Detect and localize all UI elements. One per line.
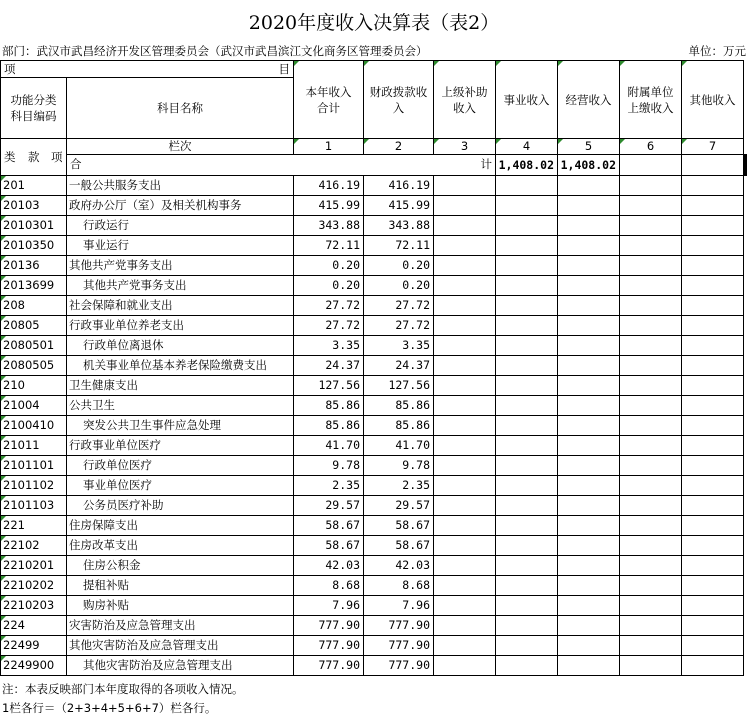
empty-value-cell [496, 476, 558, 496]
empty-value-cell [682, 276, 744, 296]
empty-value-cell [434, 296, 496, 316]
empty-value-cell [620, 196, 682, 216]
table-row [1, 296, 747, 316]
empty-value-cell [620, 296, 682, 316]
empty-value-cell [496, 336, 558, 356]
total-income-value: 29.57 [294, 496, 364, 516]
empty-value-cell [496, 256, 558, 276]
fiscal-appropriation-value: 58.67 [364, 536, 434, 556]
empty-value-cell [620, 336, 682, 356]
empty-value-cell [496, 576, 558, 596]
subject-name: 住房保障支出 [67, 516, 294, 536]
fiscal-appropriation-value: 42.03 [364, 556, 434, 576]
table-row [1, 356, 747, 376]
empty-value-cell [496, 216, 558, 236]
col-num-3: 3 [434, 139, 496, 155]
empty-value-cell [434, 336, 496, 356]
lanci-label: 栏次 [67, 139, 294, 155]
func-code-header: 功能分类 科目编码 [1, 78, 67, 139]
header-row-top [1, 61, 747, 78]
empty-value-cell [496, 416, 558, 436]
department-label: 部门：武汉市武昌经济开发区管理委员会（武汉市武昌滨江文化商务区管理委员会） [2, 44, 428, 58]
fiscal-appropriation-value: 416.19 [364, 176, 434, 196]
total-income-value: 416.19 [294, 176, 364, 196]
empty-value-cell [558, 616, 620, 636]
empty-value-cell [558, 536, 620, 556]
note-line-2: 1栏各行＝（2+3+4+5+6+7）栏各行。 [2, 701, 217, 715]
empty-value-cell [434, 656, 496, 676]
subject-code: 20136 [1, 256, 67, 276]
subject-name: 政府办公厅（室）及相关机构事务 [67, 196, 294, 216]
subject-code: 210 [1, 376, 67, 396]
fiscal-appropriation-value: 343.88 [364, 216, 434, 236]
empty-value-cell [558, 556, 620, 576]
empty-value-cell [434, 416, 496, 436]
fiscal-appropriation-value: 27.72 [364, 316, 434, 336]
total-income-value: 415.99 [294, 196, 364, 216]
table-row [1, 656, 747, 676]
subject-code: 2010301 [1, 216, 67, 236]
subject-code: 22499 [1, 636, 67, 656]
total-income-value: 27.72 [294, 296, 364, 316]
empty-value-cell [682, 516, 744, 536]
note-line-1: 注：本表反映部门本年度取得的各项收入情况。 [2, 682, 244, 696]
table-row [1, 636, 747, 656]
subject-code: 2080501 [1, 336, 67, 356]
empty-value-cell [682, 476, 744, 496]
total-income-value: 0.20 [294, 256, 364, 276]
subject-code: 2210202 [1, 576, 67, 596]
empty-value-cell [620, 276, 682, 296]
fiscal-appropriation-value: 85.86 [364, 396, 434, 416]
subject-code: 21004 [1, 396, 67, 416]
subject-name: 事业运行 [67, 236, 294, 256]
total-value-2: 1,408.02 [558, 155, 620, 176]
subject-name: 住房公积金 [67, 556, 294, 576]
table-row [1, 416, 747, 436]
empty-value-cell [682, 416, 744, 436]
table-row [1, 476, 747, 496]
empty-value-cell [620, 636, 682, 656]
fiscal-appropriation-value: 29.57 [364, 496, 434, 516]
total-income-value: 777.90 [294, 636, 364, 656]
subject-code: 221 [1, 516, 67, 536]
empty-value-cell [496, 396, 558, 416]
lei-label: 类 [4, 150, 16, 164]
total-label-cell [67, 155, 496, 176]
empty-value-cell [558, 396, 620, 416]
subject-name: 其他共产党事务支出 [67, 256, 294, 276]
subject-name: 其他灾害防治及应急管理支出 [67, 636, 294, 656]
fiscal-appropriation-value: 41.70 [364, 436, 434, 456]
empty-value-cell [682, 556, 744, 576]
table-row [1, 396, 747, 416]
empty-value-cell [496, 296, 558, 316]
empty-value-cell [558, 636, 620, 656]
table-row [1, 536, 747, 556]
table-title: 2020年度收入决算表（表2） [248, 12, 500, 34]
empty-value-cell [558, 456, 620, 476]
subject-name: 社会保障和就业支出 [67, 296, 294, 316]
fiscal-appropriation-value: 2.35 [364, 476, 434, 496]
col-num-2: 2 [364, 139, 434, 155]
table-row [1, 436, 747, 456]
total-income-value: 58.67 [294, 516, 364, 536]
total-label-left: 合 [70, 157, 82, 172]
empty-value-cell [496, 436, 558, 456]
subject-code: 20805 [1, 316, 67, 336]
empty-value-cell [620, 416, 682, 436]
subject-code: 224 [1, 616, 67, 636]
table-row [1, 236, 747, 256]
empty-value-cell [558, 316, 620, 336]
subject-name: 行政单位离退休 [67, 336, 294, 356]
fiscal-appropriation-value: 777.90 [364, 616, 434, 636]
total-income-value: 8.68 [294, 576, 364, 596]
total-value-1: 1,408.02 [496, 155, 558, 176]
table-row [1, 336, 747, 356]
empty-value-cell [558, 436, 620, 456]
kuan-label: 款 [28, 150, 40, 164]
table-row [1, 616, 747, 636]
empty-value-cell [620, 316, 682, 336]
total-value-4 [682, 155, 744, 176]
table-row [1, 316, 747, 336]
subject-name: 卫生健康支出 [67, 376, 294, 396]
subject-code: 201 [1, 176, 67, 196]
empty-value-cell [620, 216, 682, 236]
empty-value-cell [682, 176, 744, 196]
subject-name: 行政事业单位养老支出 [67, 316, 294, 336]
empty-value-cell [558, 516, 620, 536]
subject-name: 住房改革支出 [67, 536, 294, 556]
fiscal-appropriation-value: 3.35 [364, 336, 434, 356]
table-row [1, 516, 747, 536]
empty-value-cell [682, 456, 744, 476]
subject-name: 购房补贴 [67, 596, 294, 616]
empty-value-cell [682, 196, 744, 216]
empty-value-cell [496, 556, 558, 576]
empty-value-cell [558, 656, 620, 676]
subject-name: 行政单位医疗 [67, 456, 294, 476]
empty-value-cell [682, 436, 744, 456]
empty-value-cell [496, 276, 558, 296]
table-row [1, 216, 747, 236]
empty-value-cell [496, 656, 558, 676]
total-income-value: 3.35 [294, 336, 364, 356]
empty-value-cell [620, 596, 682, 616]
empty-value-cell [620, 656, 682, 676]
empty-value-cell [434, 476, 496, 496]
fiscal-appropriation-value: 0.20 [364, 276, 434, 296]
empty-value-cell [434, 376, 496, 396]
empty-value-cell [434, 396, 496, 416]
subject-code: 2010350 [1, 236, 67, 256]
col-header-2: 财政拨款收 入 [364, 61, 434, 139]
empty-value-cell [558, 376, 620, 396]
empty-value-cell [620, 396, 682, 416]
empty-value-cell [434, 576, 496, 596]
subject-name: 机关事业单位基本养老保险缴费支出 [67, 356, 294, 376]
empty-value-cell [558, 176, 620, 196]
subject-code: 2101103 [1, 496, 67, 516]
empty-value-cell [558, 476, 620, 496]
empty-value-cell [496, 316, 558, 336]
empty-value-cell [496, 176, 558, 196]
col-num-4: 4 [496, 139, 558, 155]
total-income-value: 85.86 [294, 416, 364, 436]
empty-value-cell [434, 516, 496, 536]
col-header-4: 事业收入 [496, 61, 558, 139]
empty-value-cell [496, 376, 558, 396]
empty-value-cell [434, 276, 496, 296]
subject-code: 2100410 [1, 416, 67, 436]
empty-value-cell [434, 636, 496, 656]
total-income-value: 777.90 [294, 656, 364, 676]
total-value-7 [746, 155, 747, 176]
empty-value-cell [434, 456, 496, 476]
empty-value-cell [558, 236, 620, 256]
subject-name: 其他共产党事务支出 [67, 276, 294, 296]
empty-value-cell [620, 616, 682, 636]
subject-code: 2080505 [1, 356, 67, 376]
total-income-value: 0.20 [294, 276, 364, 296]
fiscal-appropriation-value: 127.56 [364, 376, 434, 396]
empty-value-cell [620, 496, 682, 516]
subject-code: 2101101 [1, 456, 67, 476]
empty-value-cell [558, 596, 620, 616]
empty-value-cell [496, 596, 558, 616]
lei-kuan-xiang-cell [1, 139, 67, 176]
empty-value-cell [682, 236, 744, 256]
empty-value-cell [496, 616, 558, 636]
empty-value-cell [496, 636, 558, 656]
empty-value-cell [558, 276, 620, 296]
unit-label: 单位：万元 [688, 44, 746, 58]
total-income-value: 343.88 [294, 216, 364, 236]
subject-name: 其他灾害防治及应急管理支出 [67, 656, 294, 676]
table-row [1, 276, 747, 296]
subject-name: 一般公共服务支出 [67, 176, 294, 196]
total-label-right: 计 [480, 157, 492, 172]
col-header-6: 附属单位 上缴收入 [620, 61, 682, 139]
empty-value-cell [682, 216, 744, 236]
empty-value-cell [682, 496, 744, 516]
empty-value-cell [682, 376, 744, 396]
table-row [1, 196, 747, 216]
empty-value-cell [620, 536, 682, 556]
fiscal-appropriation-value: 0.20 [364, 256, 434, 276]
empty-value-cell [682, 596, 744, 616]
empty-value-cell [682, 336, 744, 356]
table-row [1, 456, 747, 476]
total-income-value: 41.70 [294, 436, 364, 456]
empty-value-cell [558, 356, 620, 376]
empty-value-cell [434, 536, 496, 556]
table-row [1, 376, 747, 396]
empty-value-cell [620, 576, 682, 596]
subject-name: 突发公共卫生事件应急处理 [67, 416, 294, 436]
empty-value-cell [620, 256, 682, 276]
empty-value-cell [434, 436, 496, 456]
empty-value-cell [682, 256, 744, 276]
total-income-value: 7.96 [294, 596, 364, 616]
fiscal-appropriation-value: 8.68 [364, 576, 434, 596]
empty-value-cell [620, 356, 682, 376]
subject-code: 208 [1, 296, 67, 316]
fiscal-appropriation-value: 85.86 [364, 416, 434, 436]
xiang-mu-cell [1, 61, 294, 78]
subject-code: 2013699 [1, 276, 67, 296]
col-header-1: 本年收入 合计 [294, 61, 364, 139]
col-header-5: 经营收入 [558, 61, 620, 139]
fiscal-appropriation-value: 9.78 [364, 456, 434, 476]
empty-value-cell [434, 196, 496, 216]
col-num-5: 5 [558, 139, 620, 155]
table-row [1, 596, 747, 616]
fiscal-appropriation-value: 777.90 [364, 656, 434, 676]
subject-name: 提租补贴 [67, 576, 294, 596]
empty-value-cell [434, 596, 496, 616]
empty-value-cell [558, 296, 620, 316]
subject-code: 2249900 [1, 656, 67, 676]
subject-name: 行政运行 [67, 216, 294, 236]
empty-value-cell [496, 536, 558, 556]
fiscal-appropriation-value: 7.96 [364, 596, 434, 616]
table-row [1, 176, 747, 196]
empty-value-cell [682, 316, 744, 336]
empty-value-cell [496, 516, 558, 536]
total-income-value: 9.78 [294, 456, 364, 476]
empty-value-cell [682, 396, 744, 416]
empty-value-cell [682, 296, 744, 316]
subject-name: 事业单位医疗 [67, 476, 294, 496]
empty-value-cell [434, 256, 496, 276]
fiscal-appropriation-value: 72.11 [364, 236, 434, 256]
empty-value-cell [496, 196, 558, 216]
income-table [0, 60, 747, 676]
subject-code: 21011 [1, 436, 67, 456]
subject-name: 公务员医疗补助 [67, 496, 294, 516]
empty-value-cell [558, 196, 620, 216]
total-income-value: 2.35 [294, 476, 364, 496]
empty-value-cell [434, 216, 496, 236]
subject-code: 22102 [1, 536, 67, 556]
total-income-value: 27.72 [294, 316, 364, 336]
fiscal-appropriation-value: 27.72 [364, 296, 434, 316]
empty-value-cell [620, 436, 682, 456]
total-income-value: 42.03 [294, 556, 364, 576]
empty-value-cell [620, 236, 682, 256]
col-num-1: 1 [294, 139, 364, 155]
xiang-sub-label: 项 [51, 150, 63, 164]
col-num-7: 7 [682, 139, 744, 155]
empty-value-cell [682, 656, 744, 676]
fiscal-appropriation-value: 777.90 [364, 636, 434, 656]
subject-code: 2210203 [1, 596, 67, 616]
empty-value-cell [558, 576, 620, 596]
empty-value-cell [682, 356, 744, 376]
header-row-lanci [1, 139, 747, 155]
total-income-value: 24.37 [294, 356, 364, 376]
subject-name: 行政事业单位医疗 [67, 436, 294, 456]
empty-value-cell [620, 376, 682, 396]
empty-value-cell [620, 556, 682, 576]
empty-value-cell [434, 176, 496, 196]
total-value-3 [620, 155, 682, 176]
subject-code: 2210201 [1, 556, 67, 576]
total-income-value: 72.11 [294, 236, 364, 256]
empty-value-cell [558, 496, 620, 516]
empty-value-cell [558, 216, 620, 236]
empty-value-cell [434, 236, 496, 256]
empty-value-cell [434, 316, 496, 336]
col-header-3: 上级补助 收入 [434, 61, 496, 139]
empty-value-cell [496, 456, 558, 476]
col-num-6: 6 [620, 139, 682, 155]
empty-value-cell [496, 236, 558, 256]
empty-value-cell [620, 516, 682, 536]
empty-value-cell [558, 336, 620, 356]
total-row [1, 155, 747, 176]
total-income-value: 85.86 [294, 396, 364, 416]
empty-value-cell [434, 496, 496, 516]
table-row [1, 556, 747, 576]
fiscal-appropriation-value: 415.99 [364, 196, 434, 216]
empty-value-cell [496, 356, 558, 376]
table-row [1, 256, 747, 276]
total-income-value: 127.56 [294, 376, 364, 396]
subject-name: 公共卫生 [67, 396, 294, 416]
empty-value-cell [558, 416, 620, 436]
empty-value-cell [682, 636, 744, 656]
fiscal-appropriation-value: 24.37 [364, 356, 434, 376]
empty-value-cell [496, 496, 558, 516]
empty-value-cell [434, 616, 496, 636]
total-income-value: 777.90 [294, 616, 364, 636]
empty-value-cell [682, 536, 744, 556]
subject-code: 20103 [1, 196, 67, 216]
subject-code: 2101102 [1, 476, 67, 496]
fiscal-appropriation-value: 58.67 [364, 516, 434, 536]
subject-name-header: 科目名称 [67, 78, 294, 139]
empty-value-cell [620, 476, 682, 496]
xiang-label: 项 [4, 62, 16, 76]
mu-label: 目 [278, 62, 290, 76]
empty-value-cell [682, 616, 744, 636]
col-header-7: 其他收入 [682, 61, 744, 139]
table-row [1, 496, 747, 516]
empty-value-cell [434, 356, 496, 376]
subject-name: 灾害防治及应急管理支出 [67, 616, 294, 636]
empty-value-cell [682, 576, 744, 596]
empty-value-cell [558, 256, 620, 276]
empty-value-cell [620, 176, 682, 196]
empty-value-cell [620, 456, 682, 476]
total-income-value: 58.67 [294, 536, 364, 556]
empty-value-cell [434, 556, 496, 576]
table-row [1, 576, 747, 596]
